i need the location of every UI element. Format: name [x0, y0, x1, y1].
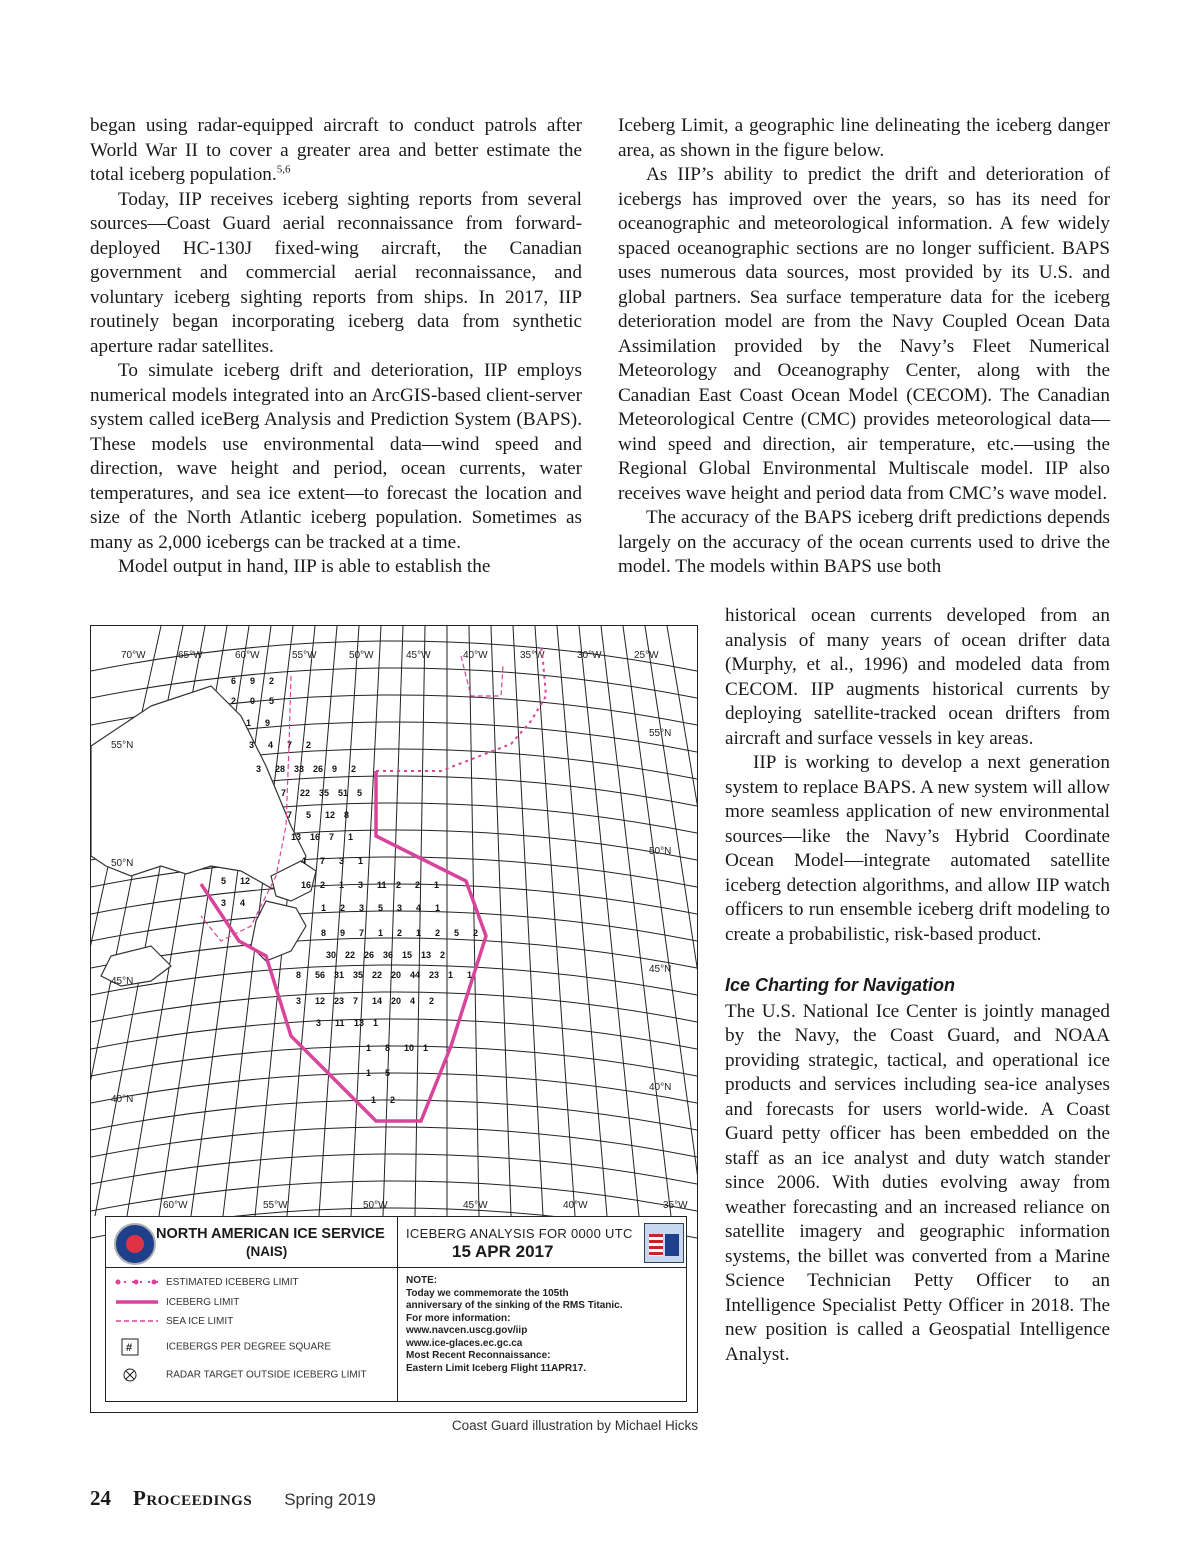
longitude-gridline [645, 626, 697, 1216]
map-coordinate-label: 30°W [577, 650, 602, 661]
longitude-gridline [469, 626, 479, 1216]
iceberg-count-label: 2 [306, 740, 312, 750]
legend-item [114, 1316, 233, 1327]
latitude-gridline [91, 938, 697, 968]
map-coordinate-label: 45°W [406, 650, 431, 661]
legend-item [114, 1297, 239, 1308]
iceberg-count-label: 2 [415, 880, 421, 890]
right-column-bottom [725, 604, 1110, 1367]
legend-item [114, 1337, 331, 1357]
iceberg-count-label: 1 [416, 928, 422, 938]
iceberg-count-label: 2 [429, 996, 435, 1006]
iceberg-count-label: 3 [339, 856, 345, 866]
iceberg-count-label: 44 [410, 970, 421, 980]
legend-analysis-date: 15 APR 2017 [452, 1242, 554, 1261]
iceberg-count-label: 14 [372, 996, 383, 1006]
latitude-gridline [91, 911, 697, 941]
iceberg-count-label: 7 [329, 832, 335, 842]
iceberg-count-label: 2 [351, 764, 357, 774]
right-column-top [618, 114, 1110, 580]
iceberg-count-label: 1 [348, 832, 354, 842]
iceberg-count-label: 4 [301, 856, 307, 866]
map-coordinate-label: 45°N [111, 976, 134, 987]
iceberg-count-label: 11 [335, 1018, 345, 1028]
latitude-gridline [91, 1046, 697, 1076]
iceberg-count-label: 5 [385, 1068, 391, 1078]
note-line: www.navcen.uscg.gov/iip [406, 1325, 528, 1336]
iceberg-count-label: 6 [231, 676, 237, 686]
iceberg-count-label: 8 [296, 970, 302, 980]
iceberg-count-label: 2 [440, 950, 446, 960]
iceberg-count-label: 22 [300, 788, 311, 798]
iceberg-count-label: 5 [221, 876, 227, 886]
iceberg-count-label: 2 [473, 928, 479, 938]
iceberg-count-label: 8 [321, 928, 327, 938]
iceberg-count-label: 5 [378, 903, 384, 913]
iceberg-count-label: 2 [340, 903, 346, 913]
paragraph: Today, IIP receives iceberg sighting reports from several sources—Coast Guard aerial reconnaissance from forward-deployed HC-130J fixed-wing aircraft, the Canadian government and commercial aerial reconnaissance, and voluntary iceberg sighting reports from ships. In 2017, IIP routinely began incorporating iceberg data from synthetic aperture radar satellites. [90, 188, 582, 357]
iceberg-count-label: 3 [221, 898, 227, 908]
iceberg-count-label: 23 [334, 996, 345, 1006]
iceberg-count-label: 12 [325, 810, 336, 820]
note-line: NOTE: [406, 1275, 438, 1286]
legend-analysis-title: ICEBERG ANALYSIS FOR 0000 UTC [406, 1226, 633, 1241]
iceberg-count-label: 1 [434, 880, 440, 890]
footnote-ref: 5,6 [276, 163, 291, 176]
iceberg-count-label: 4 [416, 903, 422, 913]
iceberg-count-label: 3 [296, 996, 302, 1006]
iceberg-count-label: 3 [256, 764, 262, 774]
section-heading: Ice Charting for Navigation [725, 975, 956, 995]
iceberg-count-label: 0 [250, 696, 256, 706]
hash-box-icon [114, 1337, 160, 1357]
iceberg-count-label: 22 [345, 950, 356, 960]
iceberg-count-label: 1 [339, 880, 345, 890]
legend-item-label: ICEBERGS PER DEGREE SQUARE [166, 1341, 332, 1353]
iceberg-count-label: 7 [359, 928, 365, 938]
iceberg-count-label: 2 [269, 676, 275, 686]
iceberg-count-label: 13 [291, 832, 302, 842]
map-coordinate-label: 25°W [634, 650, 659, 661]
legend-item-label: RADAR TARGET OUTSIDE ICEBERG LIMIT [166, 1369, 367, 1381]
iceberg-count-label: 35 [319, 788, 330, 798]
iceberg-count-label: 3 [359, 903, 365, 913]
iceberg-count-label: 31 [334, 970, 345, 980]
iceberg-count-label: 2 [435, 928, 441, 938]
iceberg-count-label: 16 [310, 832, 321, 842]
iceberg-count-label: 15 [402, 950, 413, 960]
iceberg-count-label: 5 [454, 928, 460, 938]
map-coordinate-label: 50°W [363, 1200, 388, 1211]
issue-date: Spring 2019 [284, 1490, 376, 1509]
map-coordinate-label: 35°W [520, 650, 545, 661]
iceberg-count-label: 16 [301, 880, 312, 890]
longitude-gridline [513, 626, 543, 1216]
paragraph: Model output in hand, IIP is able to establish the [118, 556, 491, 577]
latitude-gridline [91, 1154, 697, 1184]
legend-org-title: NORTH AMERICAN ICE SERVICE [156, 1226, 385, 1242]
iceberg-count-label: 1 [371, 1095, 377, 1105]
iceberg-count-label: 1 [373, 1018, 379, 1028]
map-coordinate-label: 45°W [463, 1200, 488, 1211]
iceberg-count-label: 1 [366, 1043, 372, 1053]
iceberg-count-label: 9 [250, 676, 256, 686]
page-footer [90, 1486, 376, 1511]
map-coordinate-label: 55°N [649, 728, 672, 739]
latitude-gridline [91, 1127, 697, 1157]
dotted-line-icon [114, 1277, 160, 1287]
iceberg-count-label: 2 [231, 696, 237, 706]
iceberg-count-label: 2 [396, 880, 402, 890]
note-line: anniversary of the sinking of the RMS Titanic. [406, 1300, 623, 1311]
paragraph: To simulate iceberg drift and deterioration, IIP employs numerical models integrated into an ArcGIS-based client-server system called iceBerg Analysis and Prediction System (BAPS). These models use environmental data—wind speed and direction, wave height and period, ocean currents, water temperatures, and sea ice extent—to forecast the location and size of the North Atlantic iceberg population. Sometimes as many as 2,000 icebergs can be tracked at a time. [90, 360, 582, 553]
iceberg-count-label: 4 [240, 898, 246, 908]
iceberg-count-label: 2 [397, 928, 403, 938]
iceberg-count-label: 5 [357, 788, 363, 798]
page-number: 24 [90, 1486, 111, 1510]
iceberg-count-label: 51 [338, 788, 349, 798]
note-line: For more information: [406, 1312, 511, 1324]
iceberg-count-label: 26 [364, 950, 375, 960]
map-coordinate-label: 55°W [292, 650, 317, 661]
map-coordinate-label: 50°W [349, 650, 374, 661]
iceberg-count-label: 5 [306, 810, 312, 820]
left-column [90, 114, 582, 580]
paragraph: historical ocean currents developed from an analysis of many years of ocean drifter data (Murphy, et al., 1996) and modeled data from CECOM. IIP augments historical currents by deploying satellite-tracked ocean drifters from aircraft and surface vessels in key areas. [725, 605, 1110, 749]
legend-divider [397, 1217, 398, 1401]
legend-item-label: ESTIMATED ICEBERG LIMIT [166, 1277, 299, 1288]
iceberg-count-label: 26 [313, 764, 324, 774]
paragraph: The U.S. National Ice Center is jointly managed by the Navy, the Coast Guard, and NOAA providing strategic, tactical, and operational ice products and services including sea-ice analyses and forecasts for users world-wide. A Coast Guard petty officer has been embedded on the staff as an ice analyst and duty watch stander since 2006. With duties evolving away from weather forecasting and an increased reliance on satellite imagery and geographic information systems, the billet was converted from a Marine Science Technician Petty Officer to an Intelligence Specialist Petty Officer in 2018. The new position is called a Geospatial Intelligence Analyst. [725, 1000, 1110, 1365]
map-coordinate-label: 40°N [111, 1094, 134, 1105]
map-coordinate-label: 40°W [463, 650, 488, 661]
figure-caption: Coast Guard illustration by Michael Hicks [451, 1418, 698, 1433]
note-line: Most Recent Reconnaissance: [406, 1350, 551, 1361]
note-line: Today we commemorate the 105th [406, 1287, 569, 1299]
iceberg-count-label: 13 [421, 950, 432, 960]
radar-target-icon [114, 1367, 160, 1383]
dashed-line-icon [114, 1316, 160, 1326]
iceberg-count-label: 1 [246, 718, 252, 728]
paragraph: The accuracy of the BAPS iceberg drift predictions depends largely on the accuracy of the ocean currents used to drive the model. The models within BAPS use both [618, 507, 1110, 577]
iceberg-count-label: 35 [353, 970, 364, 980]
iceberg-count-label: 3 [249, 740, 255, 750]
legend-item-label: SEA ICE LIMIT [166, 1316, 234, 1327]
iceberg-count-label: 10 [404, 1043, 415, 1053]
legend-note [406, 1275, 623, 1375]
iceberg-count-label: 1 [378, 928, 384, 938]
iceberg-count-label: 1 [321, 903, 327, 913]
nais-logo [114, 1223, 156, 1265]
map-legend [105, 1216, 687, 1402]
iceberg-count-label: 4 [410, 996, 416, 1006]
iceberg-count-label: 20 [391, 970, 402, 980]
sea-ice-limit-line-north [461, 656, 503, 696]
iceberg-count-label: 9 [340, 928, 346, 938]
legend-item [114, 1277, 299, 1288]
iceberg-count-label: 1 [435, 903, 441, 913]
map-coordinate-label: 65°W [178, 650, 203, 661]
iceberg-count-label: 7 [287, 810, 293, 820]
map-coordinate-label: 55°W [263, 1200, 288, 1211]
iceberg-count-label: 1 [358, 856, 364, 866]
iceberg-count-label: 2 [390, 1095, 396, 1105]
iceberg-count-label: 9 [265, 718, 271, 728]
note-line: www.ice-glaces.ec.gc.ca [406, 1337, 523, 1349]
iceberg-count-label: 3 [358, 880, 364, 890]
iceberg-count-label: 20 [391, 996, 402, 1006]
iceberg-count-label: 11 [377, 880, 387, 890]
flag-logo [644, 1223, 684, 1263]
iceberg-count-label: 1 [448, 970, 454, 980]
iceberg-count-label: 36 [383, 950, 394, 960]
iceberg-count-label: 1 [423, 1043, 429, 1053]
legend-divider [106, 1267, 686, 1268]
iceberg-count-label: 7 [320, 856, 326, 866]
map-coordinate-label: 50°N [649, 846, 672, 857]
iceberg-count-label: 8 [344, 810, 350, 820]
iceberg-count-label: 4 [268, 740, 274, 750]
iceberg-count-label: 7 [281, 788, 287, 798]
map-coordinate-label: 60°W [163, 1200, 188, 1211]
iceberg-count-label: 56 [315, 970, 326, 980]
iceberg-count-label: 3 [397, 903, 403, 913]
iceberg-count-label: 12 [315, 996, 326, 1006]
iceberg-count-label: 13 [354, 1018, 365, 1028]
longitude-gridline [579, 626, 639, 1216]
longitude-gridline [491, 626, 511, 1216]
paragraph: IIP is working to develop a next generation system to replace BAPS. A new system will allow more seamless application of new environmental sources—like the Navy’s Hybrid Coordinate Ocean Model—integrate automated satellite iceberg detection algorithms, and allow IIP watch officers to run ensemble iceberg drift modeling to create a probabilistic, risk-based product. [725, 752, 1110, 945]
iceberg-count-label: 1 [467, 970, 473, 980]
svg-text:#: # [126, 1342, 133, 1354]
iceberg-count-label: 12 [240, 876, 251, 886]
iceberg-count-label: 2 [320, 880, 326, 890]
note-line: Eastern Limit Iceberg Flight 11APR17. [406, 1362, 587, 1374]
legend-item-label: ICEBERG LIMIT [166, 1297, 240, 1308]
map-coordinate-label: 35°W [663, 1200, 688, 1211]
iceberg-count-label: 7 [353, 996, 359, 1006]
legend-item [114, 1367, 367, 1383]
iceberg-count-label: 7 [287, 740, 293, 750]
legend-org-abbrev: (NAIS) [246, 1244, 288, 1259]
paragraph [90, 114, 582, 188]
iceberg-count-label: 30 [326, 950, 337, 960]
iceberg-count-label: 5 [269, 696, 275, 706]
map-coordinate-label: 50°N [111, 858, 134, 869]
map-coordinate-label: 55°N [111, 740, 134, 751]
iceberg-count-label: 33 [294, 764, 305, 774]
iceberg-count-label: 1 [366, 1068, 372, 1078]
map-coordinate-label: 45°N [649, 964, 672, 975]
iceberg-count-label: 28 [275, 764, 286, 774]
latitude-gridline [91, 1019, 697, 1049]
paragraph: As IIP’s ability to predict the drift and deterioration of icebergs has improved over the years, so has its need for oceanographic and meteorological information. A few widely spaced oceanographic sections are no longer sufficient. BAPS uses numerous data sources, most provided by its U.S. and global partners. Sea surface temperature data for the iceberg deterioration model are from the Navy Coupled Ocean Data Assimilation provided by the Navy’s Fleet Numerical Meteorology and Oceanography Center, along with the Canadian East Coast Ocean Model (CECOM). The Canadian Meteorological Centre (CMC) provides meteorological data—wind speed and direction, air temperature, etc.—using the Regional Global Environmental Multiscale model. IIP also receives wave height and period data from CMC’s wave model. [618, 164, 1110, 504]
iceberg-map-figure [90, 625, 698, 1413]
paragraph-text: began using radar-equipped aircraft to conduct patrols after World War II to cover a greater area and better estimate the total iceberg population. [90, 115, 582, 185]
paragraph: Iceberg Limit, a geographic line delineating the iceberg danger area, as shown in the figure below. [618, 115, 1110, 161]
iceberg-count-label: 9 [332, 764, 338, 774]
magazine-name: Proceedings [133, 1486, 253, 1510]
iceberg-count-label: 3 [316, 1018, 322, 1028]
map-coordinate-label: 40°N [649, 1082, 672, 1093]
iceberg-count-label: 22 [372, 970, 383, 980]
solid-line-icon [114, 1297, 160, 1307]
map-coordinate-label: 60°W [235, 650, 260, 661]
iceberg-count-label: 23 [429, 970, 440, 980]
iceberg-count-label: 8 [385, 1043, 391, 1053]
map-coordinate-label: 40°W [563, 1200, 588, 1211]
map-coordinate-label: 70°W [121, 650, 146, 661]
